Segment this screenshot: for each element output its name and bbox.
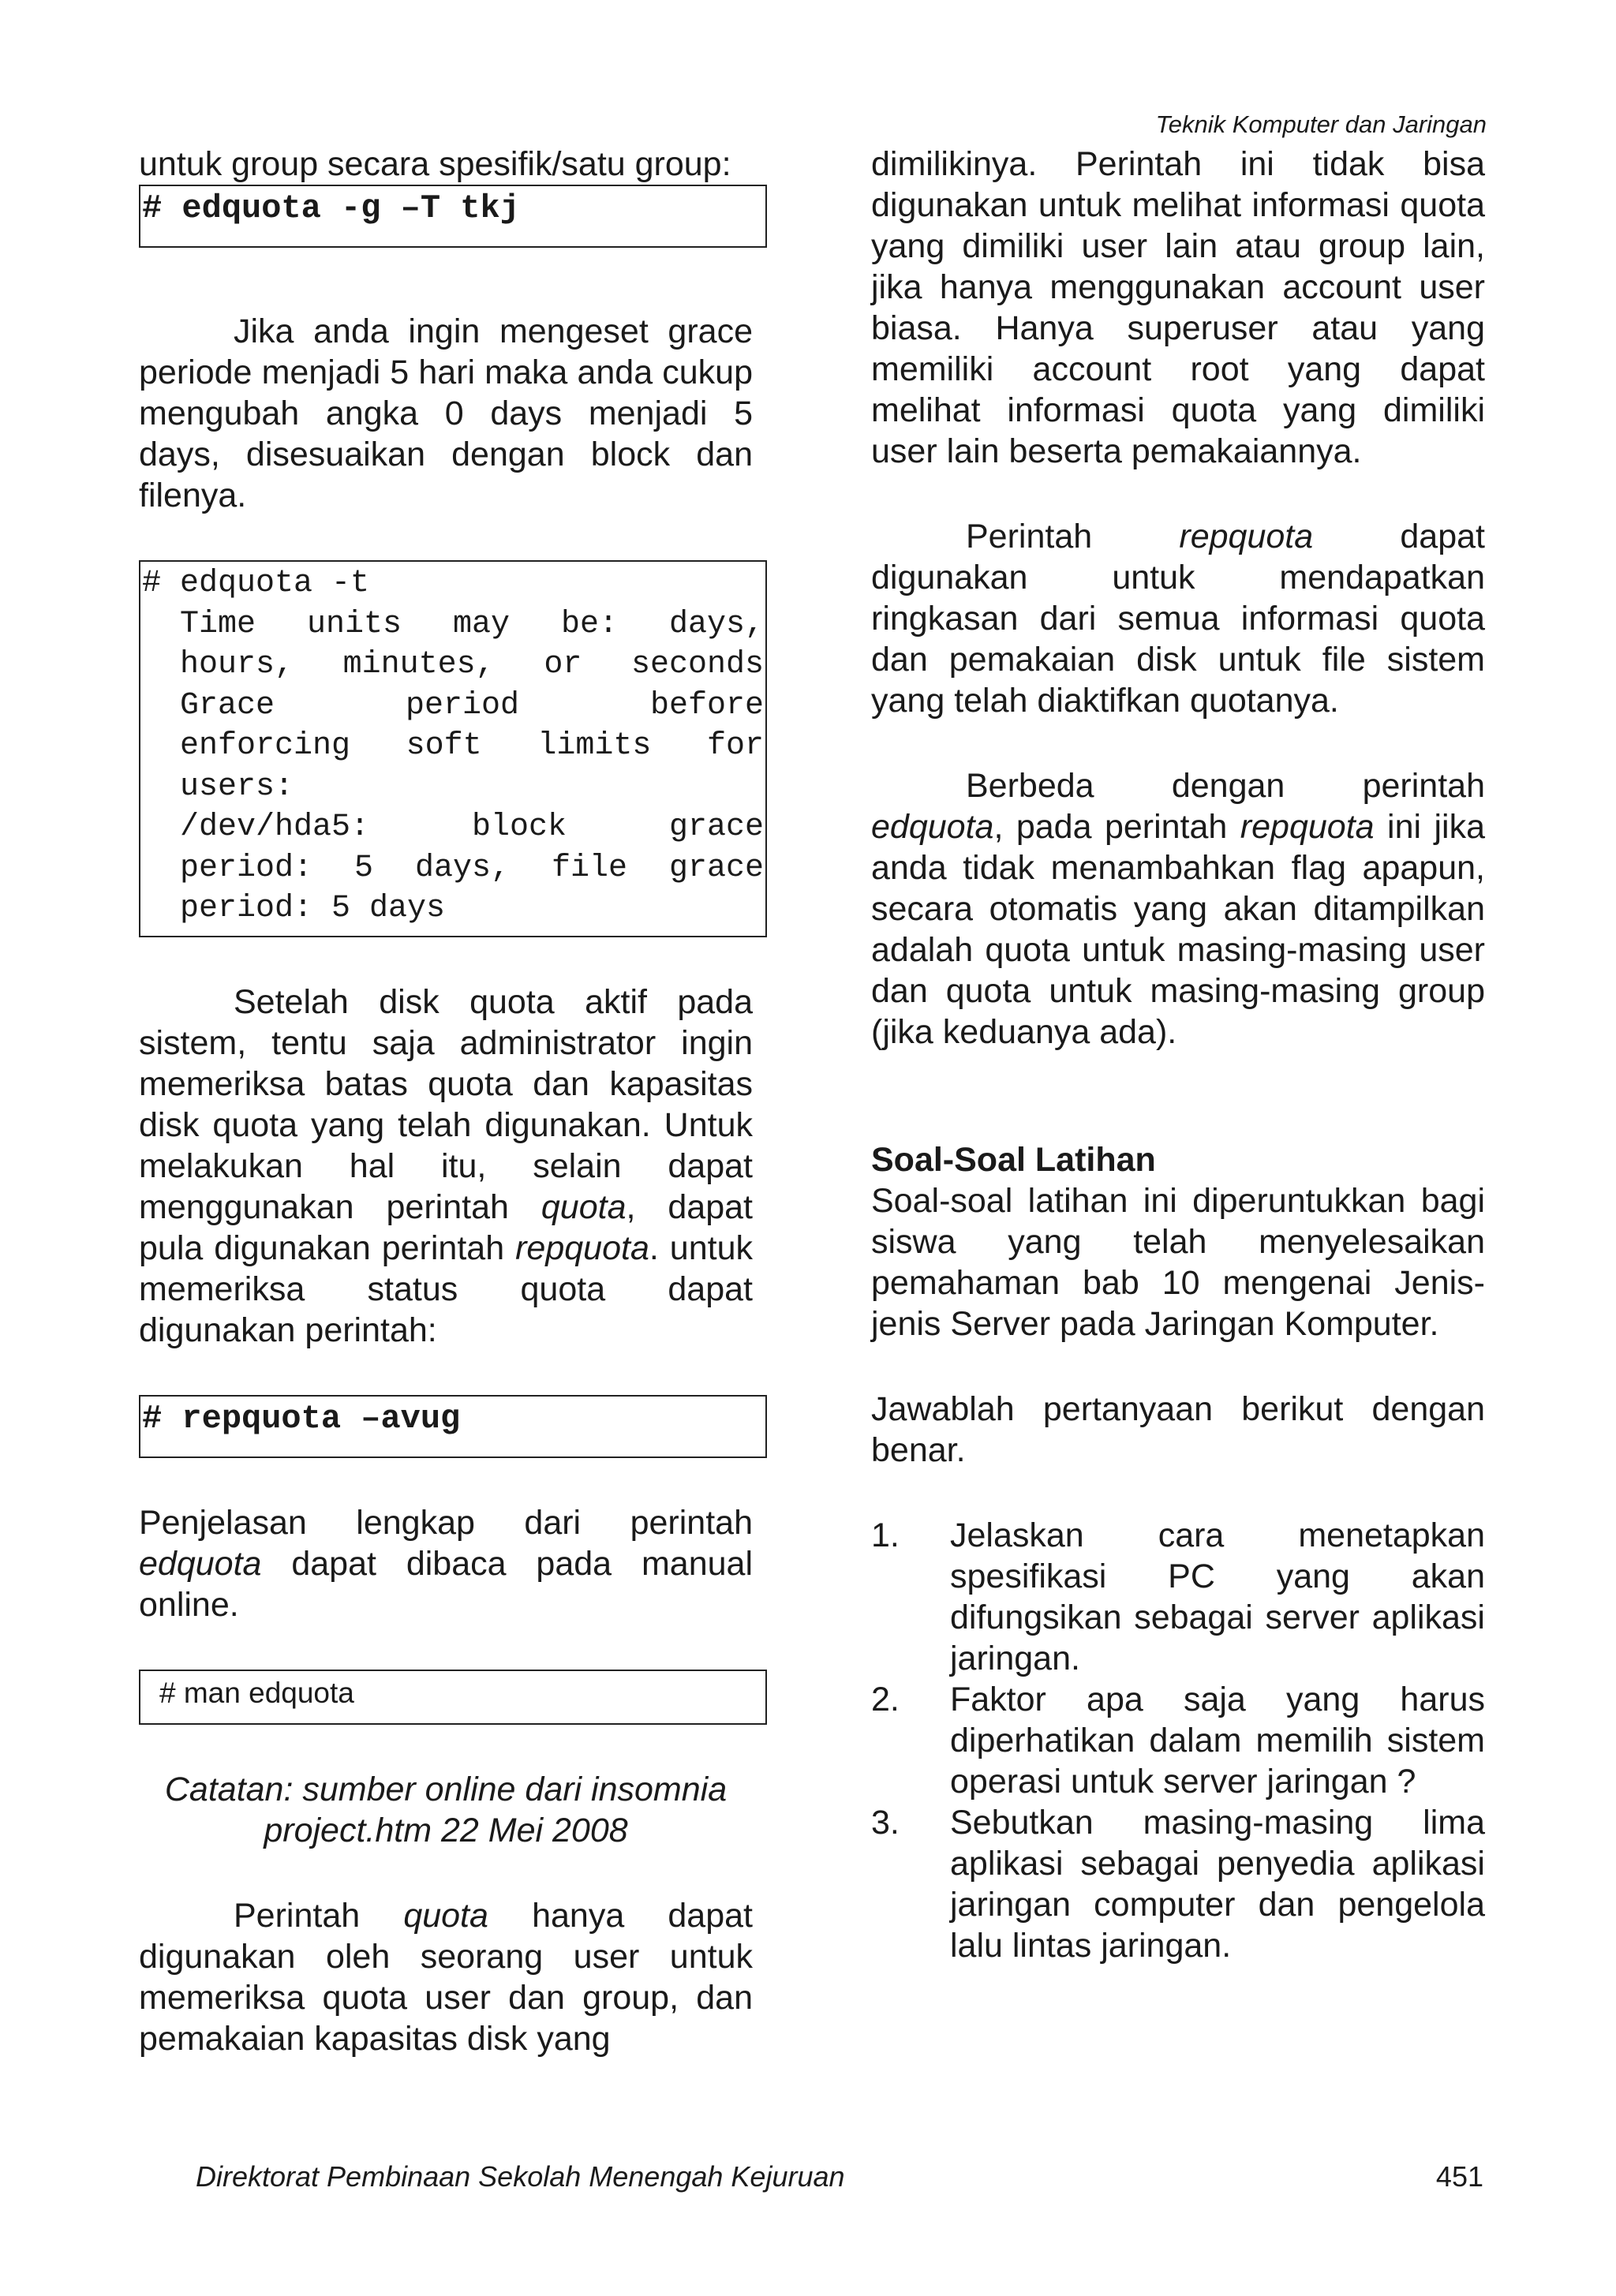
question-text: Jelaskan cara menetapkan spesifikasi PC yang akan difungsikan sebagai server aplikasi jaringan. [950, 1516, 1485, 1677]
question-number: 3. [871, 1804, 900, 1842]
code-box-edquota-group [139, 185, 767, 248]
paragraph: untuk group secara spesifik/satu group: [139, 145, 731, 183]
section-title: Soal-Soal Latihan [871, 1141, 1156, 1179]
code-line: /dev/hda5: block grace [180, 810, 764, 845]
paragraph: Setelah disk quota aktif pada sistem, tentu saja administrator ingin memeriksa batas quota dan kapasitas disk quota yang telah digunakan. Untuk melakukan hal itu, selain dapat menggunakan perintah quota, dapat pula digunakan perintah repquota. untuk memeriksa status quota dapat digunakan perintah: [139, 982, 753, 1349]
code-line: users: [180, 768, 294, 805]
command-quota: quota [541, 1187, 627, 1226]
list-item [871, 1515, 1485, 1679]
right-column [871, 144, 1485, 1966]
code-line: Grace period before [180, 687, 764, 724]
code-line: enforcing soft limits for [180, 728, 764, 764]
list-item [871, 1679, 1485, 1802]
footer-publisher: Direktorat Pembinaan Sekolah Menengah Kejuruan [196, 2160, 845, 2193]
list-item [871, 1802, 1485, 1966]
paragraph: Perintah repquota dapat digunakan untuk mendapatkan ringkasan dari semua informasi quota dan pemakaian disk untuk file sistem yang telah diaktifkan quotanya. [871, 518, 1485, 720]
code-line: hours, minutes, or seconds [180, 647, 764, 682]
question-number: 2. [871, 1681, 900, 1718]
paragraph: dimilikinya. Perintah ini tidak bisa digunakan untuk melihat informasi quota yang dimiliki user lain atau group lain, jika hanya menggunakan account user biasa. Hanya superuser atau yang memiliki account root yang dapat melihat informasi quota yang dimiliki user lain beserta pemakaiannya. [871, 145, 1485, 470]
code-line: # edquota -t [142, 566, 370, 601]
code-box-edquota-t [139, 560, 767, 937]
code-line: # repquota –avug [142, 1399, 461, 1438]
code-line: # man edquota [159, 1676, 354, 1709]
code-line: # edquota -g –T tkj [142, 189, 520, 227]
question-list [871, 1515, 1485, 1966]
left-column [139, 144, 764, 2059]
code-line: Time units may be: days, [180, 606, 764, 642]
code-box-repquota [139, 1395, 767, 1458]
paragraph: Soal-soal latihan ini diperuntukkan bagi siswa yang telah menyelesaikan pemahaman bab 10 mengenai Jenis-jenis Server pada Jaringan Komputer. [871, 1182, 1485, 1343]
command-repquota: repquota [1179, 518, 1314, 555]
command-edquota: edquota [139, 1544, 262, 1583]
source-note: Catatan: sumber online dari insomnia project.htm 22 Mei 2008 [164, 1770, 728, 1849]
page-number: 451 [1435, 2160, 1483, 2193]
question-text: Faktor apa saja yang harus diperhatikan dalam memilih sistem operasi untuk server jaringan ? [950, 1681, 1485, 1801]
paragraph: Berbeda dengan perintah edquota, pada perintah repquota ini jika anda tidak menambahkan flag apapun, secara otomatis yang akan ditampilkan adalah quota untuk masing-masing user dan quota untuk masing-masing group (jika keduanya ada). [871, 767, 1486, 1051]
paragraph: Perintah quota hanya dapat digunakan oleh seorang user untuk memeriksa quota user dan group, dan pemakaian kapasitas disk yang [139, 1896, 753, 2058]
paragraph: Penjelasan lengkap dari perintah edquota dapat dibaca pada manual online. [139, 1503, 753, 1624]
paragraph: Jawablah pertanyaan berikut dengan benar. [871, 1390, 1485, 1469]
command-edquota: edquota [871, 808, 994, 846]
command-repquota: repquota [1240, 808, 1375, 846]
question-text: Sebutkan masing-masing lima aplikasi sebagai penyedia aplikasi jaringan computer dan pengelola lalu lintas jaringan. [950, 1804, 1485, 1965]
command-quota: quota [403, 1896, 488, 1935]
code-line: period: 5 days, file grace [180, 850, 764, 886]
paragraph: Jika anda ingin mengeset grace periode menjadi 5 hari maka anda cukup mengubah angka 0 days menjadi 5 days, disesuaikan dengan block dan filenya. [139, 312, 753, 514]
code-box-man-edquota [139, 1670, 767, 1725]
code-line: period: 5 days [180, 891, 446, 926]
command-repquota: repquota [515, 1228, 649, 1267]
question-number: 1. [871, 1516, 900, 1554]
running-header: Teknik Komputer dan Jaringan [1155, 110, 1487, 138]
